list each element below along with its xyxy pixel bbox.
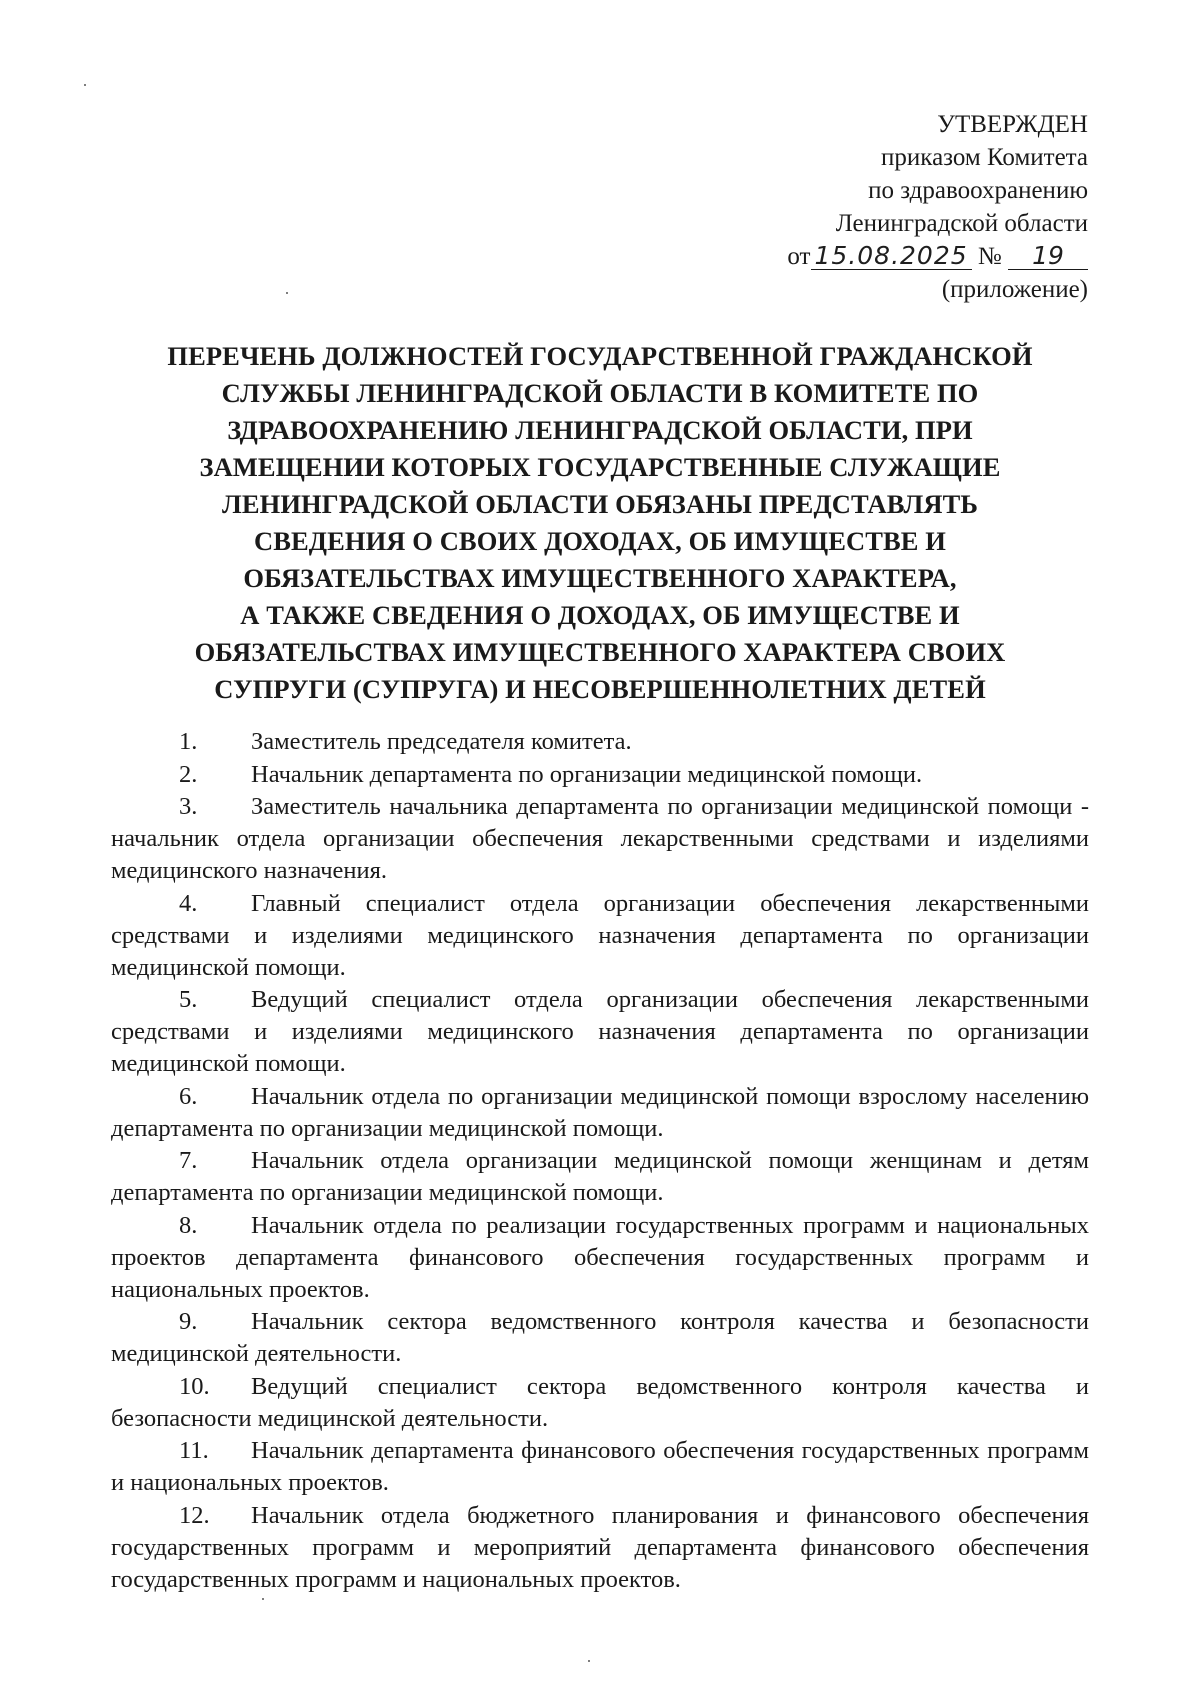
handwritten-date: 15.08.2025: [811, 243, 972, 270]
approval-heading: УТВЕРЖДЕН: [937, 111, 1088, 138]
title-line: ПЕРЕЧЕНЬ ДОЛЖНОСТЕЙ ГОСУДАРСТВЕННОЙ ГРАЖДАНСКОЙ: [167, 341, 1033, 371]
title-line: ОБЯЗАТЕЛЬСТВАХ ИМУЩЕСТВЕННОГО ХАРАКТЕРА,: [243, 563, 957, 593]
item-text: Начальник отдела организации медицинской помощи женщинам и детям департамента по организации медицинской помощи.: [111, 1147, 1089, 1206]
item-number: 7.: [179, 1147, 198, 1174]
item-text: Заместитель начальника департамента по организации медицинской помощи - начальник отдела организации обеспечения лекарственными средствами и изделиями медицинского назначения.: [111, 793, 1089, 884]
item-text: Начальник департамента финансового обеспечения государственных программ и национальных проектов.: [111, 1437, 1089, 1496]
item-number: 3.: [179, 793, 198, 820]
list-item: [111, 1210, 1089, 1306]
approval-region-line: Ленинградской области: [835, 210, 1088, 237]
document-title: [120, 338, 1080, 708]
title-line: ЛЕНИНГРАДСКОЙ ОБЛАСТИ ОБЯЗАНЫ ПРЕДСТАВЛЯТЬ: [222, 489, 978, 519]
approval-appendix-note: (приложение): [941, 276, 1088, 303]
list-item: [111, 791, 1089, 887]
item-number: 11.: [179, 1437, 209, 1464]
item-number: 8.: [179, 1211, 198, 1239]
title-line: А ТАКЖЕ СВЕДЕНИЯ О ДОХОДАХ, ОБ ИМУЩЕСТВЕ И: [240, 600, 960, 630]
scan-speck: [286, 292, 288, 294]
item-number: 2.: [179, 760, 198, 788]
list-item: [111, 1145, 1089, 1209]
item-text: Начальник департамента по организации медицинской помощи.: [251, 760, 923, 788]
item-text: Ведущий специалист отдела организации обеспечения лекарственными средствами и изделиями медицинского назначения департамента по организации медицинской помощи.: [111, 986, 1089, 1077]
approval-date-line: [787, 240, 1088, 273]
item-text: Начальник отдела по организации медицинской помощи взрослому населению департамента по организации медицинской помощи.: [111, 1082, 1089, 1142]
item-number: 6.: [179, 1082, 198, 1110]
item-text: Главный специалист отдела организации обеспечения лекарственными средствами и изделиями медицинского назначения департамента по организации медицинской помощи.: [111, 889, 1089, 981]
list-item: [111, 1500, 1089, 1596]
positions-list: [111, 726, 1089, 1596]
approval-number-label: №: [977, 243, 1002, 270]
item-text: Начальник отдела по реализации государственных программ и национальных проектов департамента финансового обеспечения государственных программ и национальных проектов.: [111, 1211, 1089, 1303]
item-number: 12.: [179, 1501, 210, 1529]
title-line: ЗДРАВООХРАНЕНИЮ ЛЕНИНГРАДСКОЙ ОБЛАСТИ, ПРИ: [227, 415, 973, 445]
list-item: [111, 1306, 1089, 1370]
item-text: Начальник сектора ведомственного контроля качества и безопасности медицинской деятельности.: [111, 1308, 1089, 1367]
item-number: 9.: [179, 1308, 198, 1335]
approval-order-line: приказом Комитета: [881, 144, 1088, 171]
item-text: Ведущий специалист сектора ведомственного контроля качества и безопасности медицинской деятельности.: [111, 1372, 1089, 1432]
handwritten-number: 19: [1008, 243, 1088, 270]
approval-committee-line: по здравоохранению: [868, 177, 1088, 204]
list-item: [111, 888, 1089, 984]
title-line: ОБЯЗАТЕЛЬСТВАХ ИМУЩЕСТВЕННОГО ХАРАКТЕРА СВОИХ: [194, 637, 1006, 667]
title-line: ЗАМЕЩЕНИИ КОТОРЫХ ГОСУДАРСТВЕННЫЕ СЛУЖАЩИЕ: [199, 452, 1001, 482]
list-item: [111, 1371, 1089, 1435]
title-line: СЛУЖБЫ ЛЕНИНГРАДСКОЙ ОБЛАСТИ В КОМИТЕТЕ ПО: [221, 378, 979, 408]
item-number: 5.: [179, 986, 198, 1013]
item-number: 4.: [179, 889, 198, 917]
item-text: Заместитель председателя комитета.: [251, 728, 632, 755]
scan-speck: [588, 1660, 590, 1662]
list-item: [111, 984, 1089, 1080]
item-number: 10.: [179, 1372, 210, 1400]
list-item: [111, 759, 1089, 791]
approval-stamp-block: [787, 108, 1088, 306]
scan-speck: [262, 1598, 264, 1600]
scan-speck: [84, 84, 86, 86]
item-text: Начальник отдела бюджетного планирования и финансового обеспечения государственных программ и мероприятий департамента финансового обеспечения государственных программ и национальных проектов.: [111, 1501, 1089, 1593]
item-number: 1.: [179, 728, 198, 755]
title-line: СВЕДЕНИЯ О СВОИХ ДОХОДАХ, ОБ ИМУЩЕСТВЕ И: [253, 526, 947, 556]
list-item: [111, 1435, 1089, 1499]
list-item: [111, 726, 1089, 758]
title-line: СУПРУГИ (СУПРУГА) И НЕСОВЕРШЕННОЛЕТНИХ ДЕТЕЙ: [214, 674, 986, 704]
approval-from-label: от: [787, 243, 811, 270]
list-item: [111, 1081, 1089, 1145]
